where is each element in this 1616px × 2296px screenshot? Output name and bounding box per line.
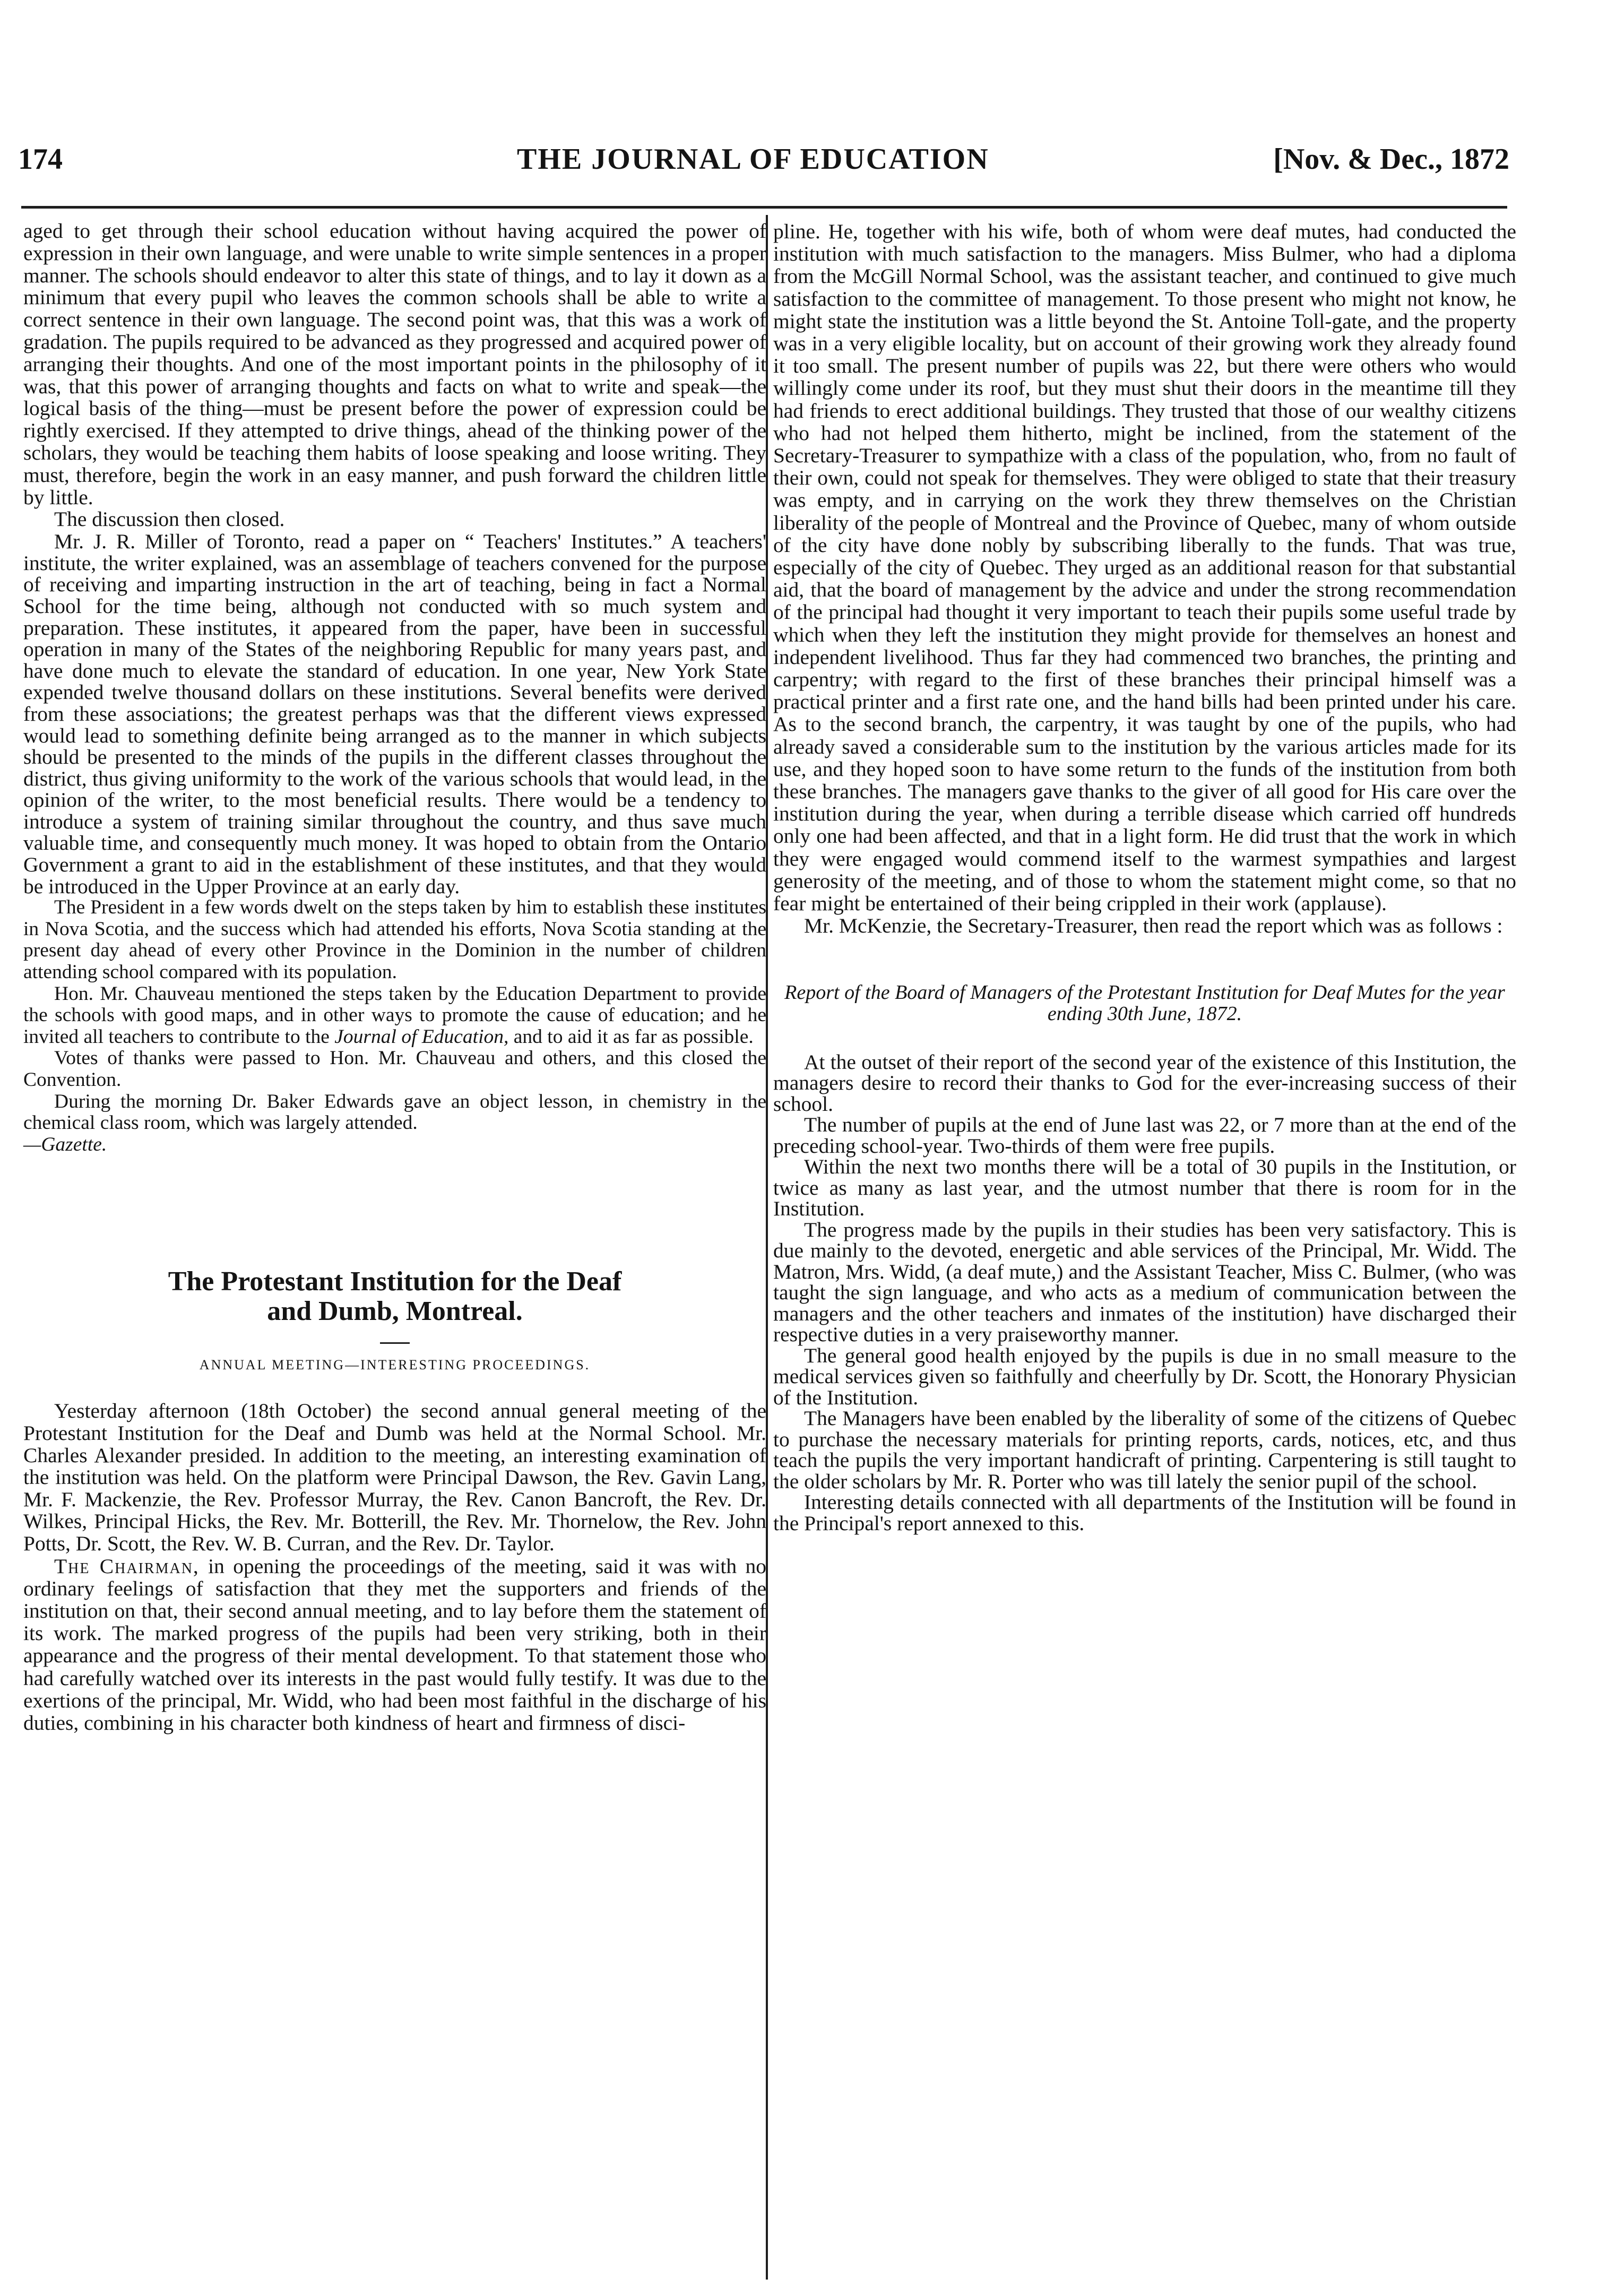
text-span: Hon. Mr. Chauveau mentioned the steps taken by the Education Department to provide the schools with good maps, and in other ways to promote the cause of education; and he invited all teachers to contribute to the [23,982,766,1048]
paragraph: pline. He, together with his wife, both of whom were deaf mutes, had conducted the institution with much satisfaction to the managers. Miss Bulmer, who had a diploma from the McGill Normal School, was the assistant teacher, and continued to give much satisfaction to the committee of management. To those present who might not know, he might state the institution was a little beyond the St. Antoine Toll-gate, and the property was in a very eligible locality, but on account of their growing work they already found it too small. The present number of pupils was 22, but there were others who would willingly come under its roof, but they must shut their doors in the meantime till they had friends to erect additional buildings. They trusted that those of our wealthy citizens who had not helped them hitherto, might be inclined, from the statement of the Secretary-Treasurer to sympathize with a class of the population, who, from no fault of their own, could not speak for themselves. They were obliged to state that their treasury was empty, and in carrying on the work they threw themselves on the Christian liberality of the people of Montreal and the Province of Quebec, many of whom outside of the city have done nobly by subscribing liberally to the funds. That was true, especially of the city of Quebec. They urged as an additional reason for that substantial aid, that the board of management by the advice and under the strong recommendation of the principal had thought it very important to teach their pupils some useful trade by which when they left the institution they might provide for themselves an honest and independent livelihood. Thus far they had commenced two branches, the printing and carpentry; with regard to the first of these branches their principal himself was a practical printer and a first rate one, and the hand bills had been printed under his care. As to the second branch, the carpentry, it was taught by one of the pupils, who had already saved a considerable sum to the institution by the various articles made for its use, and they hoped soon to have some return to the funds of the institution from both these branches. The managers gave thanks to the giver of all good for His care over the institution during the year, when during a terrible disease which carried off hundreds only one had been affected, and that in a light form. He did trust that the work in which they were engaged would commend itself to the warmest sympathies and largest generosity of the meeting, and of those to whom the statement might come, so that no fear might be entertained of their being crippled in their work (applause). [773,220,1516,916]
paragraph [23,983,766,1048]
right-column [773,220,1516,1534]
title-rule [380,1342,410,1344]
paragraph: The number of pupils at the end of June last was 22, or 7 more than at the end of the preceding school-year. Two-thirds of them were free pupils. [773,1113,1516,1158]
article-subhead: ANNUAL MEETING—INTERESTING PROCEEDINGS. [199,1357,591,1373]
attribution: —Gazette. [23,1133,107,1155]
article-title [23,1267,766,1326]
paragraph: The general good health enjoyed by the pupils is due in no small measure to the medical services given so faithfully and cheerfully by Dr. Scott, the Honorary Physician of the Institution. [773,1343,1516,1409]
report-title: Report of the Board of Managers of the Protestant Institution for Deaf Mutes for the year ending 30th June, 1872. [784,981,1505,1025]
paragraph: The discussion then closed. [54,507,285,531]
issue-date: [Nov. & Dec., 1872 [1273,143,1509,176]
article-title-line: The Protestant Institution for the Deaf [168,1266,622,1297]
text-span: in opening the proceedings of the meeting, said it was with no ordinary feelings of satisfaction that they met the supporters and friends of the institution on that, their second annual meeting, and to lay before them the statement of its work. The marked progress of the pupils had been very striking, both in their appearance and the progress of their mental development. To that statement those who had carefully watched over its interests in the past would fully testify. It was due to the exertions of the principal, Mr. Widd, who had been most faithful in the discharge of his duties, combining in his character both kindness of heart and firmness of disci- [23,1554,766,1734]
paragraph: The President in a few words dwelt on the steps taken by him to establish these institutes in Nova Scotia, and the success which had attended his efforts, Nova Scotia standing at the present day ahead of every other Province in the Dominion in the number of children attending school compared with its population. [23,896,766,983]
paragraph: Votes of thanks were passed to Hon. Mr. Chauveau and others, and this closed the Convention. [23,1047,766,1091]
paragraph: Mr. McKenzie, the Secretary-Treasurer, then read the report which was as follows : [804,914,1503,938]
paragraph: Yesterday afternoon (18th October) the second annual general meeting of the Protestant Institution for the Deaf and Dumb was held at the Normal School. Mr. Charles Alexander presided. In addition to the meeting, an interesting examination of the institution was held. On the platform were Principal Dawson, the Rev. Gavin Lang, Mr. F. Mackenzie, the Rev. Professor Murray, the Rev. Canon Bancroft, the Rev. Dr. Wilkes, Principal Hicks, the Rev. Mr. Botterill, the Rev. Mr. Thornelow, the Rev. John Potts, Dr. Scott, the Rev. W. B. Curran, and the Rev. Dr. Taylor. [23,1399,766,1555]
paragraph: aged to get through their school education without having acquired the power of expression in their own language, and were unable to write simple sentences in a proper manner. The schools should endeavor to alter this state of things, and to lay it down as a minimum that every pupil who leaves the common schools shall be able to write a correct sentence in their own language. The second point was, that this was a work of gradation. The pupils required to be advanced as they progressed and acquired power of arranging their thoughts. And one of the most important points in the philosophy of it was, that this power of arranging thoughts and facts on what to write and speak—the logical basis of the thing—must be present before the power of expression could be rightly exercised. If they attempted to drive things, ahead of the thinking power of the scholars, they would be teaching them habits of loose speaking and loose writing. They must, therefore, begin the work in an easy manner, and push forward the children little by little. [23,219,766,509]
page-header [18,135,1509,183]
paragraph: The Managers have been enabled by the liberality of some of the citizens of Quebec to purchase the necessary materials for printing reports, cards, notices, etc, and thus teach the pupils the very important handicraft of printing. Carpentering is still taught to the older scholars by Mr. R. Porter who was till lately the senior pupil of the school. [773,1406,1516,1493]
page-number: 174 [18,143,63,176]
paragraph: Within the next two months there will be a total of 30 pupils in the Institution, or twice as many as last year, and the utmost number that there is room for in the Institution. [773,1155,1516,1220]
paragraph: Mr. J. R. Miller of Toronto, read a paper on “ Teachers' Institutes.” A teachers' institute, the writer explained, was an assemblage of teachers convened for the purpose of receiving and imparting instruction in the art of teaching, being in fact a Normal School for the time being, although not conducted with so much system and preparation. These institutes, it appeared from the paper, have been in successful operation in many of the States of the neighboring Republic for many years past, and have done much to elevate the standard of education. In one year, New York State expended twelve thousand dollars on these institutions. Several benefits were derived from these associations; the greatest perhaps was that the different views expressed would lead to something definite being arranged as to the manner in which subjects should be presented to the minds of the pupils in the different classes throughout the district, thus giving uniformity to the work of the various schools that would lead, in the opinion of the writer, to the most beneficial results. There would be a tendency to introduce a system of training similar throughout the country, and thus save much valuable time, and consequently much money. It was hoped to obtain from the Ontario Government a grant to aid in the establishment of these institutes, and that they would be introduced in the Upper Province at an early day. [23,530,766,898]
journal-name: Journal of Education, [334,1025,509,1048]
paragraph: During the morning Dr. Baker Edwards gave an object lesson, in chemistry in the chemical class room, which was largely attended. [23,1090,766,1134]
left-column [23,220,766,1734]
paragraph [23,1555,766,1734]
paragraph: At the outset of their report of the second year of the existence of this Institution, the managers desire to record their thanks to God for the ever-increasing success of their school. [773,1050,1516,1116]
chairman-lead: The Chairman, [54,1554,200,1578]
header-rule [21,206,1507,209]
paragraph: Interesting details connected with all departments of the Institution will be found in the Principal's report annexed to this. [773,1490,1516,1535]
article-title-line: and Dumb, Montreal. [267,1296,523,1327]
journal-title: THE JOURNAL OF EDUCATION [517,143,989,176]
text-span: and to aid it as far as possible. [508,1025,754,1048]
paragraph: The progress made by the pupils in their studies has been very satisfactory. This is due mainly to the devoted, energetic and able services of the Principal, Mr. Widd. The Matron, Mrs. Widd, (a deaf mute,) and the Assistant Teacher, Miss C. Bulmer, (who was taught the sign language, and who acts as a medium of communication between the managers and the other teachers and inmates of the institution) have discharged their respective duties in a very praiseworthy manner. [773,1218,1516,1346]
